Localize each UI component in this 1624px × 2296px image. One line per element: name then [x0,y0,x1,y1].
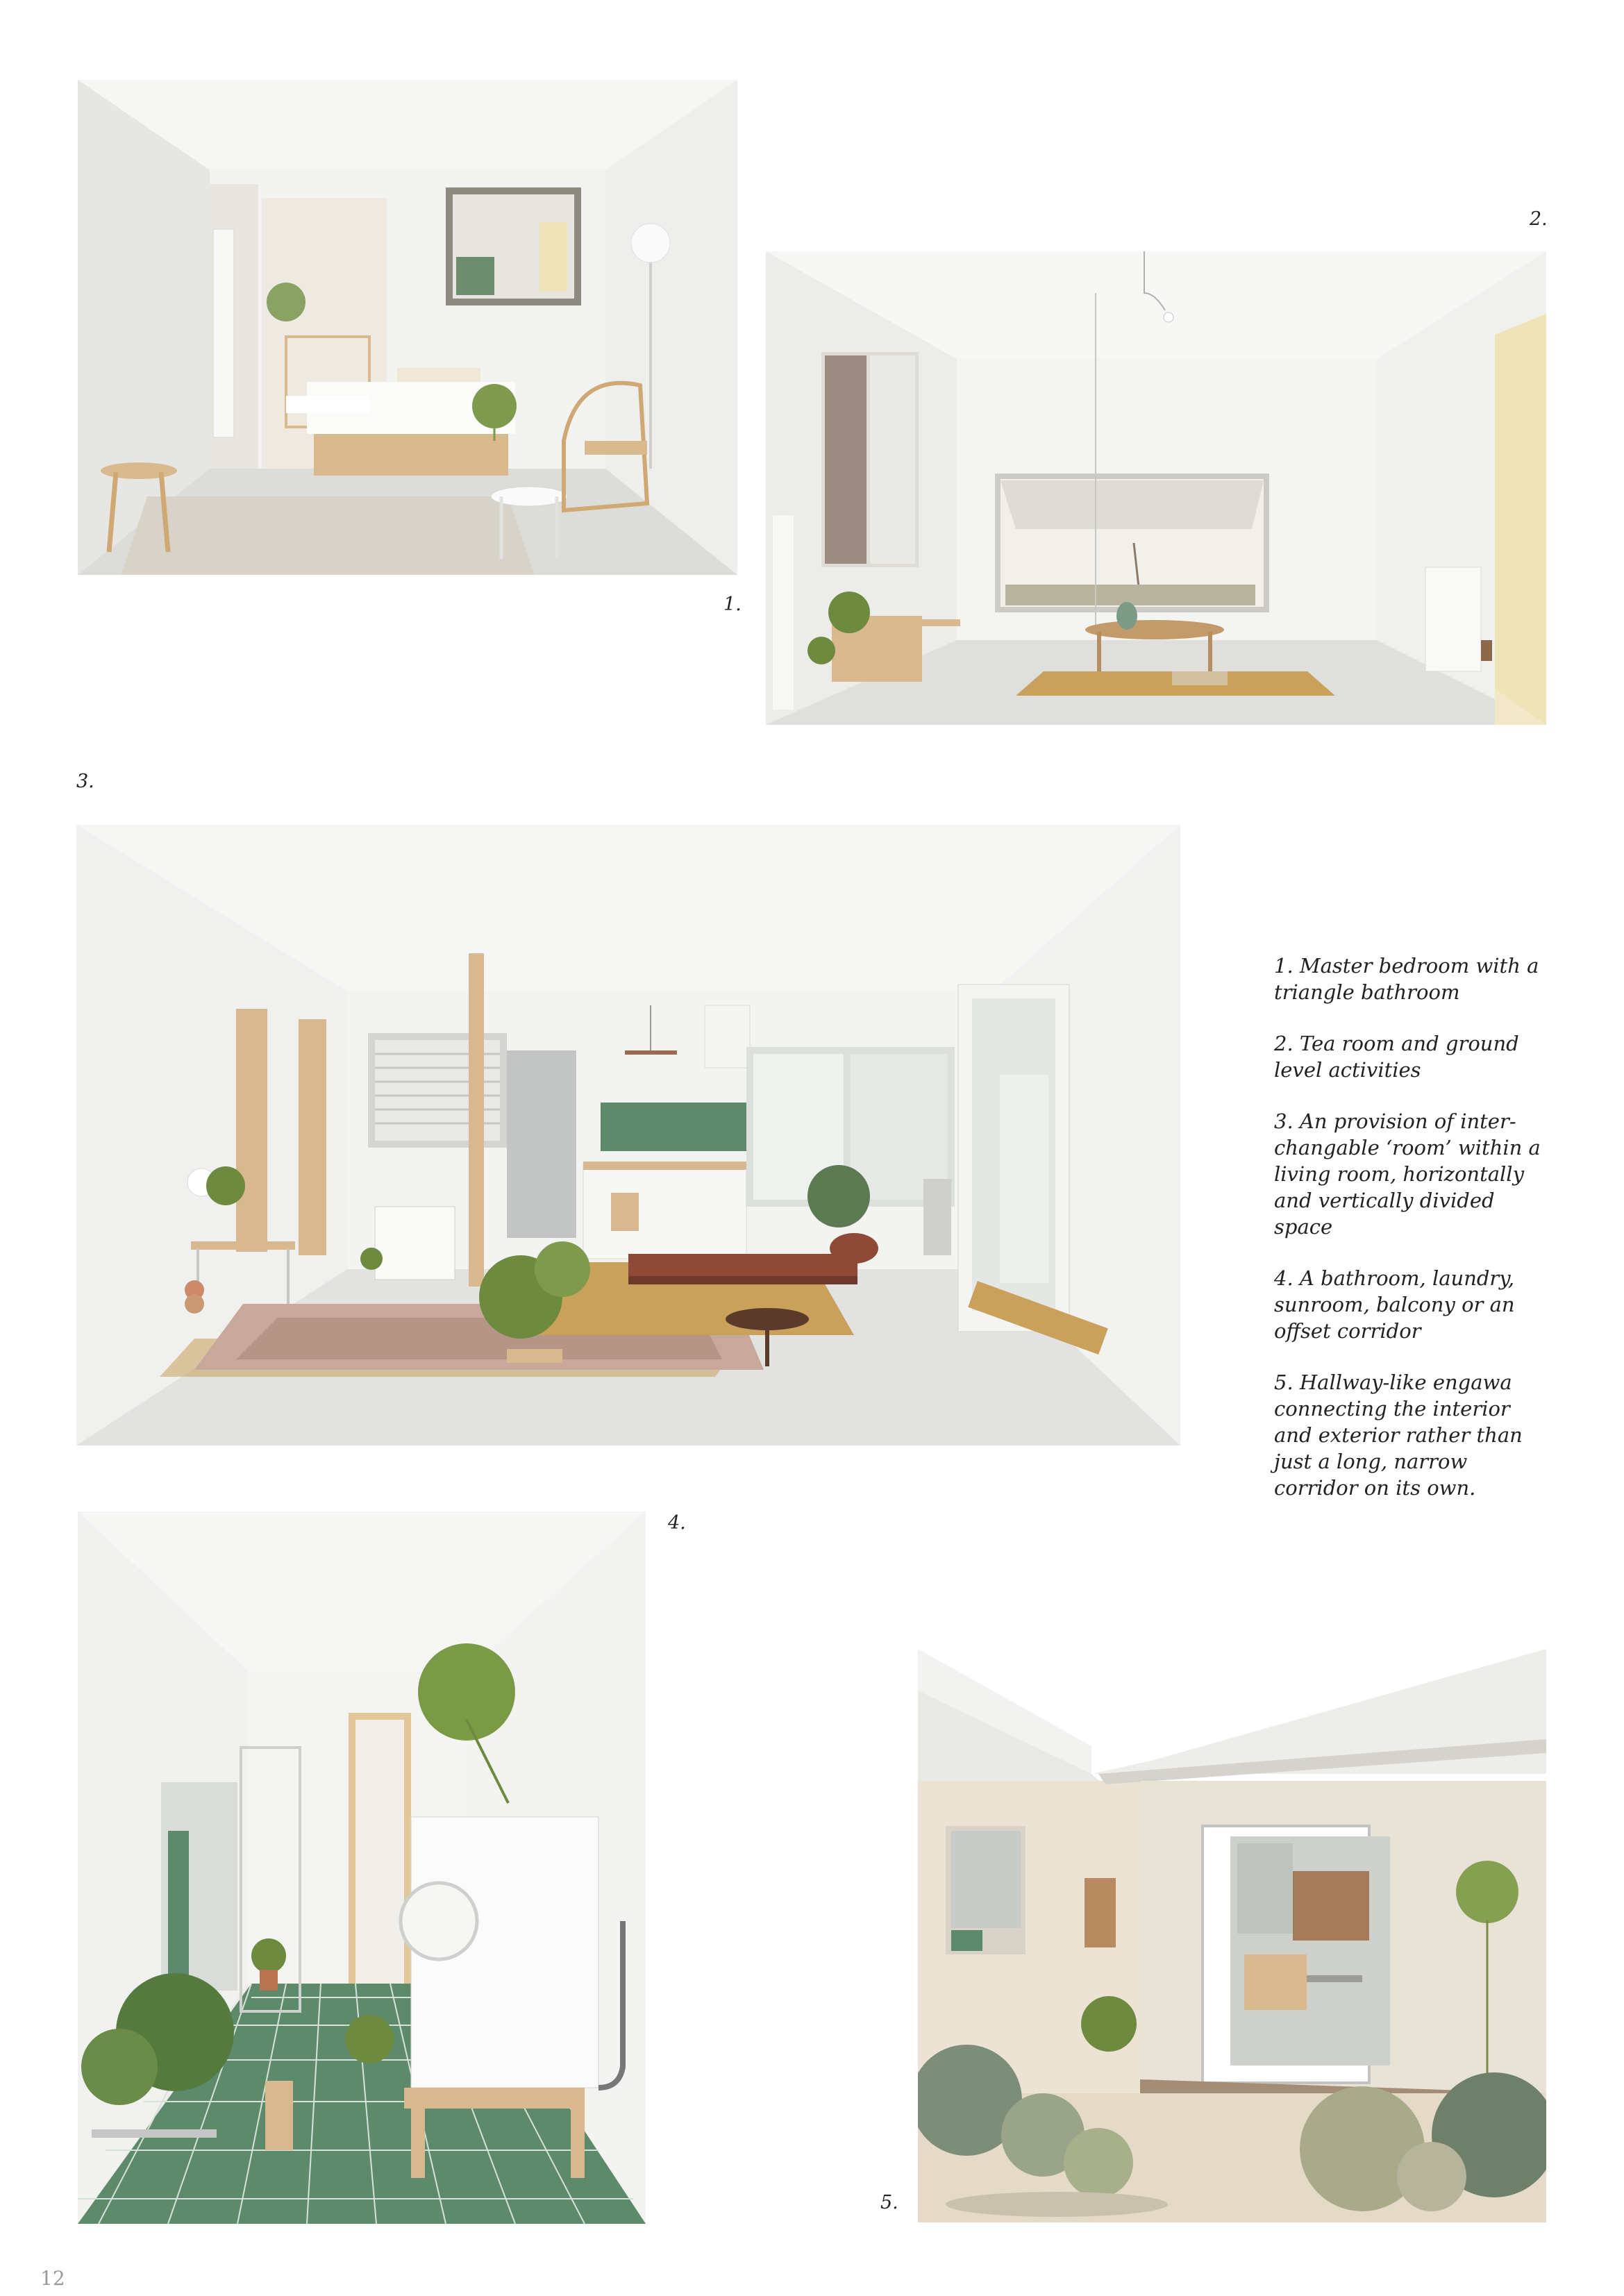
label-image-3: 3. [76,771,94,792]
label-image-1: 1. [723,594,742,615]
label-image-4: 4. [668,1512,686,1534]
label-image-2: 2. [1530,208,1548,230]
caption-4: 4. A bathroom, laundry, sunroom, balcony or an offset corridor [1274,1266,1515,1343]
image-laundry-corridor [78,1511,646,2224]
caption-2: 2. Tea room and ground level activities [1274,1032,1519,1082]
caption-3: 3. An provision of inter-changable ‘room’ within a living room, horizontally and vertically divided space [1274,1109,1541,1239]
page-number: 12 [40,2267,65,2290]
image-tea-room [766,251,1546,725]
caption-5: 5. Hallway-like engawa connecting the interior and exterior rather than just a long, narrow corridor on its own. [1274,1371,1523,1500]
label-image-5: 5. [880,2192,898,2213]
caption-1: 1. Master bedroom with a triangle bathroom [1274,954,1539,1004]
caption-list [1274,953,1552,1526]
image-exterior-engawa [918,1649,1546,2222]
image-master-bedroom [78,80,737,575]
image-living-room [76,825,1180,1446]
